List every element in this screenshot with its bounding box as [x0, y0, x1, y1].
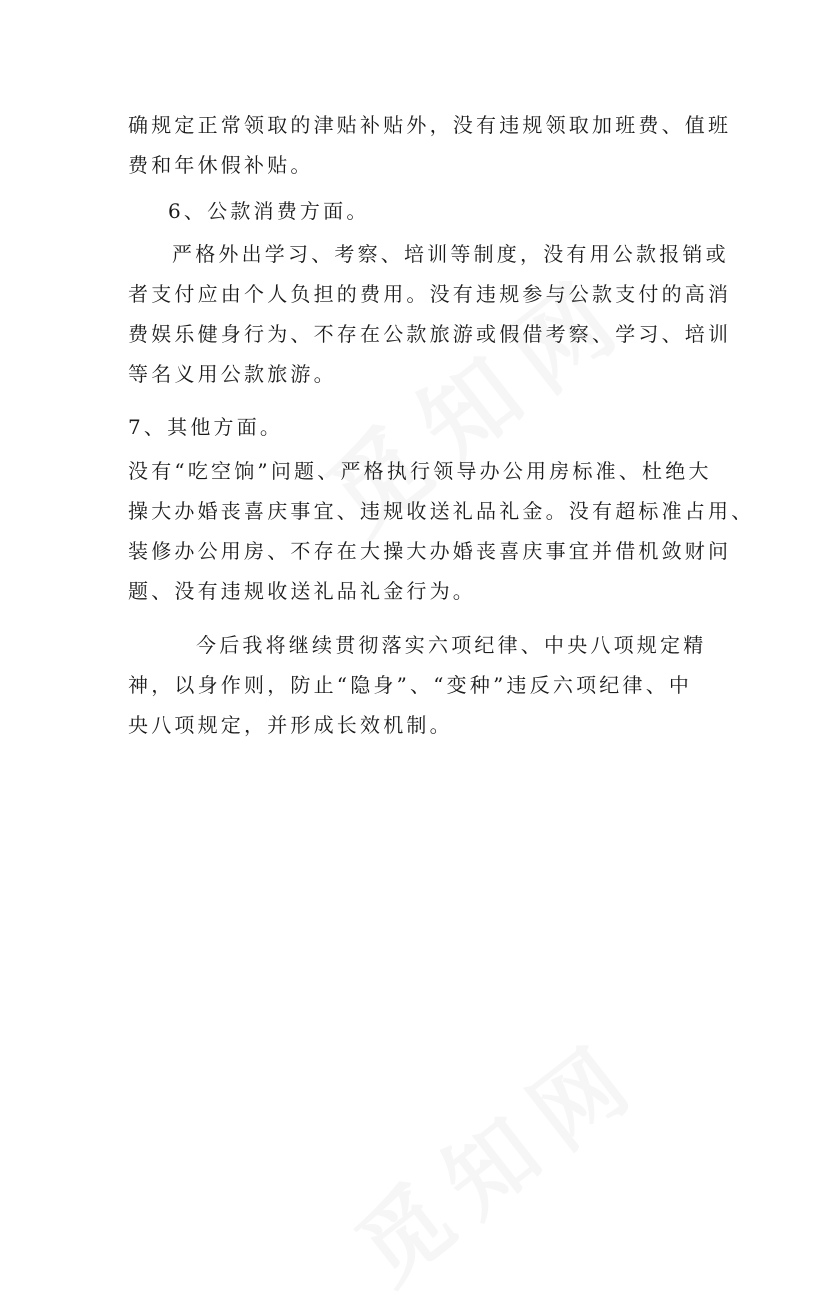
text-line: 央八项规定，并形成长效机制。	[128, 713, 453, 737]
watermark-text	[325, 1002, 665, 1308]
text-line: 严格外出学习、考察、培训等制度，没有用公款报销或	[172, 242, 729, 266]
text-line: 没有“吃空饷”问题、严格执行领导办公用房标准、杜绝大	[128, 459, 712, 483]
text-line: 装修办公用房、不存在大操大办婚丧喜庆事宜并借机敛财问	[128, 539, 732, 563]
paragraph-other	[128, 451, 755, 611]
text-line: 6、公款消费方面。	[168, 199, 370, 223]
paragraph-conclusion	[128, 625, 708, 745]
section-heading-public-spending	[168, 191, 748, 231]
text-line: 题、没有违规收送礼品礼金行为。	[128, 579, 476, 603]
text-line: 者支付应由个人负担的费用。没有违规参与公款支付的高消	[128, 282, 732, 306]
text-line: 今后我将继续贯彻落实六项纪律、中央八项规定精	[196, 633, 707, 657]
text-line: 操大办婚丧喜庆事宜、违规收送礼品礼金。没有超标准占用、	[128, 499, 755, 523]
text-line: 等名义用公款旅游。	[128, 362, 337, 386]
text-line: 神，以身作则，防止“隐身”、“变种”违反六项纪律、中	[128, 673, 693, 697]
text-line: 确规定正常领取的津贴补贴外，没有违规领取加班费、值班	[128, 113, 732, 137]
text-line: 7、其他方面。	[128, 415, 284, 439]
paragraph-allowance-continued	[128, 105, 732, 185]
text-line: 费和年休假补贴。	[128, 153, 314, 177]
paragraph-public-spending	[128, 234, 732, 394]
text-line: 费娱乐健身行为、不存在公款旅游或假借考察、学习、培训	[128, 322, 732, 346]
section-heading-other	[128, 407, 708, 447]
